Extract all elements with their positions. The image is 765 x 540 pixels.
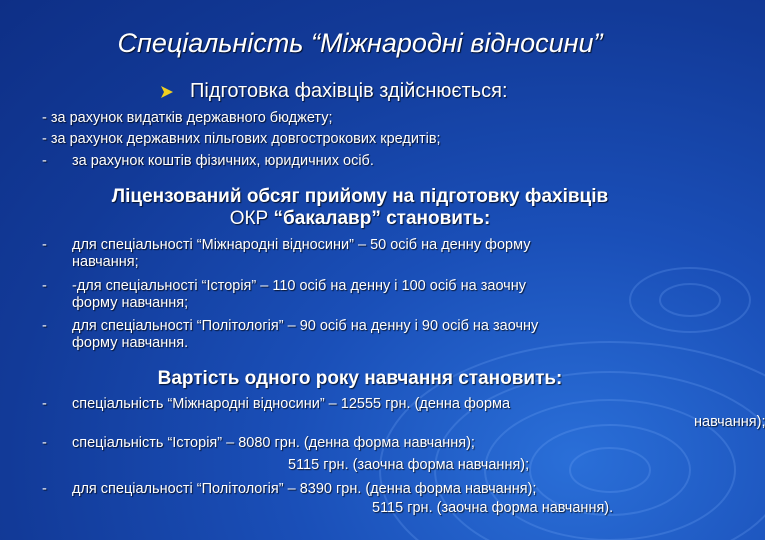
licensed-item-line2: форму навчання; — [72, 295, 189, 311]
licensed-item-line1: для спеціальності “Політологія” – 90 осіб на денну і 90 осіб на заочну — [72, 318, 539, 334]
funding-item-1: - за рахунок видатків державного бюджету; — [42, 110, 333, 126]
bullet-dash: - — [42, 153, 47, 169]
licensed-heading-line2 — [0, 208, 720, 230]
cost-item-line2: навчання); — [694, 414, 765, 430]
intro-line — [160, 80, 508, 103]
intro-text: Підготовка фахівців здійснюється: — [190, 80, 508, 102]
cost-item-line2: 5115 грн. (заочна форма навчання); — [288, 457, 530, 473]
cost-item-line1: спеціальність “Історія” – 8080 грн. (денна форма навчання); — [72, 435, 475, 451]
slide-title: Спеціальність “Міжнародні відносини” — [117, 28, 603, 58]
bullet-dash: - — [42, 481, 47, 497]
licensed-item-line2: навчання; — [72, 254, 139, 270]
licensed-heading-line1: Ліцензований обсяг прийому на підготовку фахівців — [111, 186, 609, 207]
licensed-heading — [0, 186, 720, 230]
bullet-dash: - — [42, 237, 47, 253]
bullet-dash: - — [42, 396, 47, 412]
bullet-dash: - — [42, 278, 47, 294]
cost-item-line2: 5115 грн. (заочна форма навчання). — [372, 500, 614, 516]
cost-item-line1: для спеціальності “Політологія” – 8390 грн. (денна форма навчання); — [72, 481, 537, 497]
bullet-dash: - — [42, 435, 47, 451]
funding-item-3-text: за рахунок коштів фізичних, юридичних осіб. — [72, 153, 374, 169]
licensed-item-line1: -для спеціальності “Історія” – 110 осіб на денну і 100 осіб на заочну — [72, 278, 526, 294]
cost-heading: Вартість одного року навчання становить: — [157, 368, 563, 389]
okr-label: ОКР — [229, 208, 269, 229]
bullet-dash: - — [42, 318, 47, 334]
licensed-item-line2: форму навчання. — [72, 335, 189, 351]
bachelor-label: “бакалавр” становить: — [273, 208, 491, 229]
licensed-item-line1: для спеціальності “Міжнародні відносини” – 50 осіб на денну форму — [72, 237, 531, 253]
funding-item-2: - за рахунок державних пільгових довгострокових кредитів; — [42, 131, 441, 147]
arrow-right-icon — [160, 85, 174, 99]
cost-item-line1: спеціальність “Міжнародні відносини” – 12555 грн. (денна форма — [72, 396, 511, 412]
